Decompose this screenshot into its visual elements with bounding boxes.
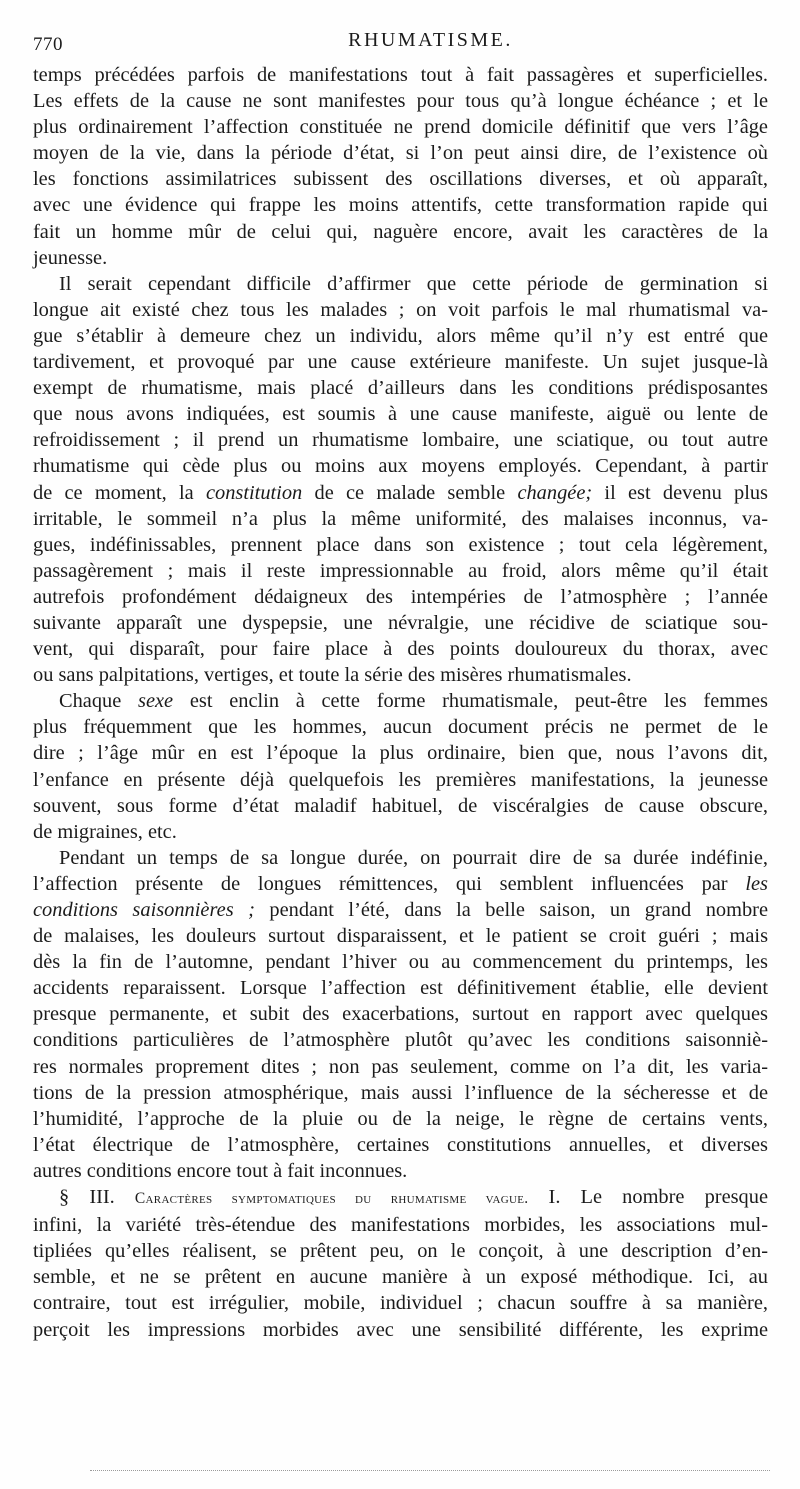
text-line: jeunesse. (33, 246, 108, 269)
text-line: l’humidité, l’approche de la pluie ou de la neige, le règne de certains vents, (33, 1107, 768, 1130)
text-line: rhumatisme qui cède plus ou moins aux moyens employés. Cependant, à partir (33, 455, 768, 478)
italic-term: constitution (205, 481, 303, 504)
text-line: infini, la variété très-étendue des manifestations morbides, les associations mul- (33, 1214, 768, 1237)
text-line: vent, qui disparaît, pour faire place à des points douloureux du thorax, avec (33, 638, 768, 661)
text-line: semble, et ne se prêtent en aucune manière à un exposé méthodique. Ici, au (33, 1266, 768, 1289)
text-line: Il serait cependant difficile d’affirmer que cette période de germination si (59, 272, 768, 295)
text-line: dès la fin de l’automne, pendant l’hiver ou au commencement du printemps, les (33, 951, 768, 974)
text-line: que nous avons indiquées, est soumis à une cause manifeste, aiguë ou lente de (33, 403, 768, 426)
text-line: contraire, tout est irrégulier, mobile, individuel ; chacun souffre à sa manière, (33, 1292, 768, 1315)
text-line: refroidissement ; il prend un rhumatisme lombaire, une sciatique, ou tout autre (33, 429, 768, 452)
page-number: 770 (33, 34, 63, 55)
text-line: Pendant un temps de sa longue durée, on pourrait dire de sa durée indéfinie, (59, 846, 768, 869)
italic-term: les (745, 872, 768, 895)
text-line: gue s’établir à demeure chez un individu, alors même qu’il n’y est entré que (33, 324, 768, 347)
text-run: de ce malade semble (314, 481, 506, 504)
text-line: tardivement, et provoqué par une cause extérieure manifeste. Un sujet jusque-là (33, 351, 768, 374)
paragraph-4 (33, 845, 768, 1184)
text-line: avec une évidence qui frappe les moins attentifs, cette transformation rapide qui (33, 194, 768, 217)
text-line: conditions particulières de l’atmosphère plutôt qu’avec les conditions saisonniè- (33, 1029, 768, 1052)
text-line: moyen de la vie, dans la période d’état, si l’on peut ainsi dire, de l’existence où (33, 142, 768, 165)
text-line: res normales proprement dites ; non pas seulement, comme on l’a dit, les varia- (33, 1055, 768, 1078)
text-line: perçoit les impressions morbides avec une sensibilité différente, les exprime (33, 1318, 768, 1341)
text-run: de ce moment, la (33, 481, 194, 504)
text-run: pendant l’été, dans la belle saison, un grand nombre (269, 899, 768, 921)
running-title: RHUMATISME. (348, 29, 513, 51)
text-line (33, 871, 768, 897)
text-run: est enclin à cette forme rhumatismale, peut-être les femmes (189, 690, 768, 713)
text-line: souvent, sous forme d’état maladif habituel, de viscéralgies de cause obscure, (33, 794, 768, 817)
text-line: l’état électrique de l’atmosphère, certaines constitutions annuelles, et diverses (33, 1133, 768, 1156)
text-line: de migraines, etc. (33, 820, 177, 843)
footer-rule (90, 1470, 770, 1471)
text-line: fait un homme mûr de celui qui, naguère encore, avait les caractères de la (33, 220, 768, 243)
text-line: autres conditions encore tout à fait inconnues. (33, 1159, 408, 1182)
text-run: l’affection présente de longues rémittences, qui semblent influencées par (33, 872, 728, 895)
text-line: l’enfance en présente déjà quelquefois les premières manifestations, la jeunesse (33, 768, 768, 791)
text-line: tipliées qu’elles réalisent, se prêtent peu, on le conçoit, à une description d’en- (33, 1240, 768, 1263)
paragraph-2 (33, 271, 768, 689)
text-line: temps précédées parfois de manifestations tout à fait passagères et superficielles. (33, 64, 768, 86)
text-line: dire ; l’âge mûr en est l’époque la plus ordinaire, bien que, nous l’avons dit, (33, 742, 768, 765)
section-mark: § III. (59, 1186, 115, 1209)
text-line: gues, indéfinissables, prennent place dans son existence ; tout cela légèrement, (33, 533, 768, 556)
page-header (33, 22, 768, 56)
body-text (33, 62, 768, 1343)
text-line: suivante apparaît une dyspepsie, une névralgie, une récidive de sciatique sou- (33, 611, 768, 634)
text-line: passagèrement ; mais il reste impressionnable au froid, alors même qu’il était (33, 559, 768, 582)
text-run: Chaque (59, 690, 122, 713)
text-run: I. Le nombre presque (548, 1186, 768, 1209)
italic-term: conditions saisonnières ; (33, 899, 255, 921)
text-line (33, 688, 768, 714)
text-line: accidents reparaissent. Lorsque l’affection est définitivement établie, elle devient (33, 977, 768, 1000)
text-line: ou sans palpitations, vertiges, et toute la série des misères rhumatismales. (33, 664, 632, 687)
section-title: Caractères symptomatiques du rhumatisme vague. (134, 1190, 529, 1208)
text-line: longue ait existé chez tous les malades ; on voit parfois le mal rhumatismal va- (33, 298, 768, 321)
text-line: de malaises, les douleurs surtout disparaissent, et le patient se croit guéri ; mais (33, 925, 768, 948)
text-line: les fonctions assimilatrices subissent des oscillations diverses, et où apparaît, (33, 168, 768, 191)
italic-term: sexe (138, 690, 174, 713)
section-heading-line (33, 1184, 768, 1212)
text-line: plus ordinairement l’affection constituée ne prend domicile définitif que vers l’âge (33, 116, 768, 139)
section-3 (33, 1184, 768, 1343)
text-line: plus fréquemment que les hommes, aucun document précis ne permet de le (33, 716, 768, 739)
paragraph-1 (33, 62, 768, 271)
text-line (33, 480, 768, 506)
paragraph-3 (33, 688, 768, 845)
text-line: presque permanente, et subit des exacerbations, surtout en rapport avec quelques (33, 1003, 768, 1026)
text-line (33, 897, 768, 923)
text-line: Les effets de la cause ne sont manifestes pour tous qu’à longue échéance ; et le (33, 90, 768, 113)
text-run: il est devenu plus (604, 481, 768, 504)
text-line: tions de la pression atmosphérique, mais aussi l’influence de la sécheresse et de (33, 1081, 768, 1104)
text-line: exempt de rhumatisme, mais placé d’ailleurs dans les conditions prédisposantes (33, 377, 768, 400)
italic-term: changée; (517, 481, 593, 504)
text-line: irritable, le sommeil n’a plus la même uniformité, des malaises inconnus, va- (33, 507, 768, 530)
text-line: autrefois profondément dédaigneux des intempéries de l’atmosphère ; l’année (33, 585, 768, 608)
